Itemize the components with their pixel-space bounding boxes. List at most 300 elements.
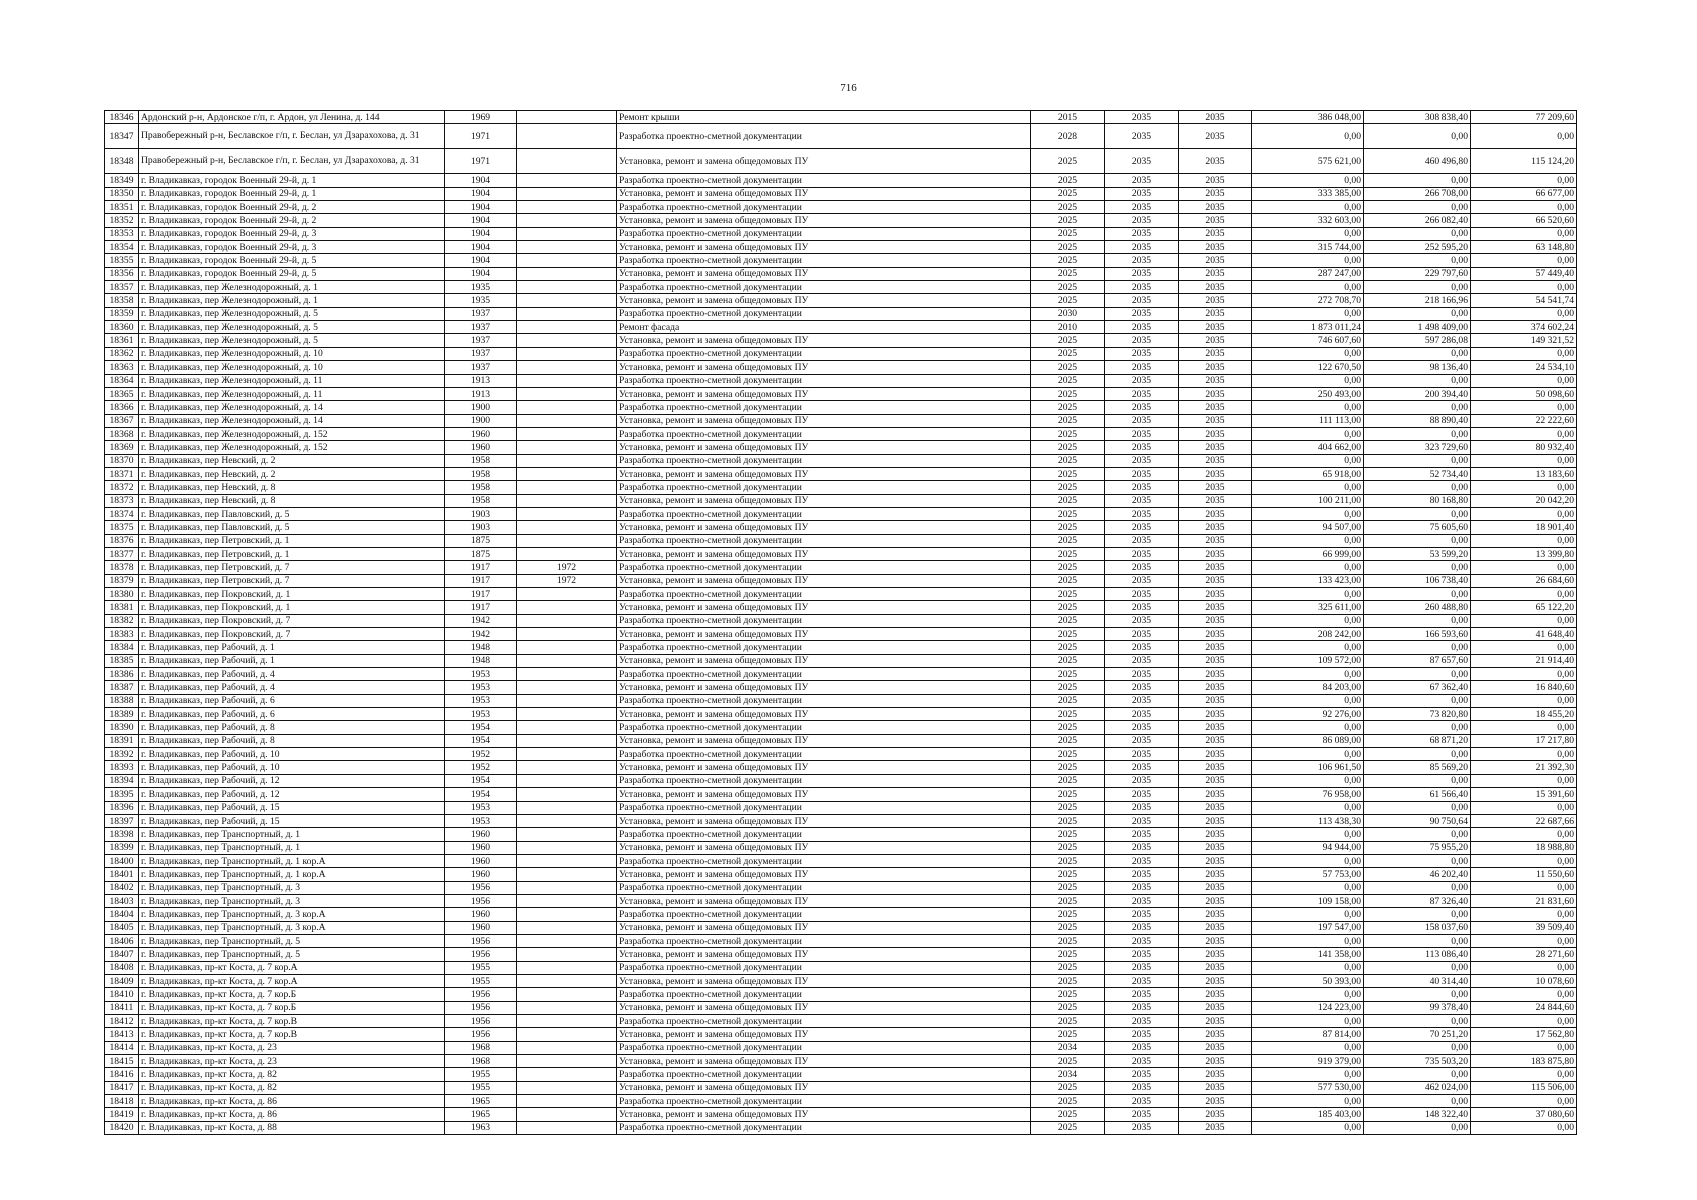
total-cost-cell: 386 048,00 <box>1252 111 1364 124</box>
fund-share-cell: 0,00 <box>1364 561 1471 574</box>
row-number: 18409 <box>105 974 139 987</box>
fund-share-cell: 52 734,40 <box>1364 467 1471 480</box>
table-row <box>105 361 1577 374</box>
address-cell: г. Владикавказ, пр-кт Коста, д. 82 <box>139 1081 445 1094</box>
planned-year-cell: 2025 <box>1031 734 1105 747</box>
address-cell: г. Владикавказ, городок Военный 29-й, д. 2 <box>139 201 445 214</box>
owner-share-cell: 0,00 <box>1471 254 1577 267</box>
work-type-cell: Разработка проектно-сметной документации <box>617 881 1031 894</box>
fund-share-cell: 0,00 <box>1364 281 1471 294</box>
start-year-cell: 2035 <box>1105 761 1179 774</box>
total-cost-cell: 0,00 <box>1252 801 1364 814</box>
end-year-cell: 2035 <box>1179 1015 1252 1028</box>
work-type-cell: Разработка проектно-сметной документации <box>617 227 1031 240</box>
row-number: 18352 <box>105 214 139 227</box>
work-type-cell: Установка, ремонт и замена общедомовых ПУ <box>617 521 1031 534</box>
work-type-cell: Ремонт фасада <box>617 321 1031 334</box>
start-year-cell: 2035 <box>1105 307 1179 320</box>
owner-share-cell: 0,00 <box>1471 427 1577 440</box>
planned-year-cell: 2025 <box>1031 187 1105 200</box>
row-number: 18400 <box>105 854 139 867</box>
reconstruction-year-cell <box>517 681 617 694</box>
owner-share-cell: 0,00 <box>1471 934 1577 947</box>
work-type-cell: Установка, ремонт и замена общедомовых ПУ <box>617 1001 1031 1014</box>
end-year-cell: 2035 <box>1179 254 1252 267</box>
row-number: 18380 <box>105 588 139 601</box>
row-number: 18386 <box>105 668 139 681</box>
start-year-cell: 2035 <box>1105 574 1179 587</box>
owner-share-cell: 54 541,74 <box>1471 294 1577 307</box>
owner-share-cell: 374 602,24 <box>1471 321 1577 334</box>
build-year-cell: 1903 <box>445 521 517 534</box>
owner-share-cell: 77 209,60 <box>1471 111 1577 124</box>
owner-share-cell: 0,00 <box>1471 481 1577 494</box>
start-year-cell: 2035 <box>1105 347 1179 360</box>
end-year-cell: 2035 <box>1179 681 1252 694</box>
row-number: 18355 <box>105 254 139 267</box>
work-type-cell: Установка, ремонт и замена общедомовых ПУ <box>617 814 1031 827</box>
reconstruction-year-cell <box>517 267 617 280</box>
reconstruction-year-cell <box>517 361 617 374</box>
work-type-cell: Установка, ремонт и замена общедомовых ПУ <box>617 1108 1031 1121</box>
table-row <box>105 628 1577 641</box>
work-type-cell: Установка, ремонт и замена общедомовых ПУ <box>617 868 1031 881</box>
row-number: 18399 <box>105 841 139 854</box>
row-number: 18406 <box>105 934 139 947</box>
build-year-cell: 1968 <box>445 1055 517 1068</box>
end-year-cell: 2035 <box>1179 321 1252 334</box>
work-type-cell: Установка, ремонт и замена общедомовых ПУ <box>617 761 1031 774</box>
planned-year-cell: 2025 <box>1031 401 1105 414</box>
fund-share-cell: 0,00 <box>1364 1121 1471 1134</box>
address-cell: г. Владикавказ, пер Железнодорожный, д. 11 <box>139 374 445 387</box>
fund-share-cell: 229 797,60 <box>1364 267 1471 280</box>
total-cost-cell: 124 223,00 <box>1252 1001 1364 1014</box>
owner-share-cell: 28 271,60 <box>1471 948 1577 961</box>
total-cost-cell: 197 547,00 <box>1252 921 1364 934</box>
table-row <box>105 854 1577 867</box>
owner-share-cell: 66 677,00 <box>1471 187 1577 200</box>
row-number: 18366 <box>105 401 139 414</box>
build-year-cell: 1917 <box>445 588 517 601</box>
reconstruction-year-cell <box>517 961 617 974</box>
total-cost-cell: 100 211,00 <box>1252 494 1364 507</box>
row-number: 18413 <box>105 1028 139 1041</box>
end-year-cell: 2035 <box>1179 441 1252 454</box>
row-number: 18419 <box>105 1108 139 1121</box>
table-row <box>105 294 1577 307</box>
end-year-cell: 2035 <box>1179 628 1252 641</box>
owner-share-cell: 18 988,80 <box>1471 841 1577 854</box>
table-row <box>105 654 1577 667</box>
address-cell: Правобережный р-н, Беславское г/п, г. Беслан, ул Дзарахохова, д. 31 <box>139 124 445 149</box>
row-number: 18346 <box>105 111 139 124</box>
work-type-cell: Разработка проектно-сметной документации <box>617 934 1031 947</box>
planned-year-cell: 2025 <box>1031 441 1105 454</box>
end-year-cell: 2035 <box>1179 894 1252 907</box>
work-type-cell: Разработка проектно-сметной документации <box>617 454 1031 467</box>
reconstruction-year-cell <box>517 748 617 761</box>
fund-share-cell: 735 503,20 <box>1364 1055 1471 1068</box>
planned-year-cell: 2025 <box>1031 801 1105 814</box>
owner-share-cell: 65 122,20 <box>1471 601 1577 614</box>
planned-year-cell: 2025 <box>1031 414 1105 427</box>
row-number: 18385 <box>105 654 139 667</box>
fund-share-cell: 70 251,20 <box>1364 1028 1471 1041</box>
work-type-cell: Разработка проектно-сметной документации <box>617 961 1031 974</box>
start-year-cell: 2035 <box>1105 854 1179 867</box>
work-type-cell: Установка, ремонт и замена общедомовых ПУ <box>617 1055 1031 1068</box>
row-number: 18411 <box>105 1001 139 1014</box>
total-cost-cell: 332 603,00 <box>1252 214 1364 227</box>
row-number: 18377 <box>105 547 139 560</box>
table-row <box>105 1121 1577 1134</box>
table-row <box>105 174 1577 187</box>
end-year-cell: 2035 <box>1179 854 1252 867</box>
start-year-cell: 2035 <box>1105 961 1179 974</box>
start-year-cell: 2035 <box>1105 1121 1179 1134</box>
reconstruction-year-cell <box>517 174 617 187</box>
address-cell: г. Владикавказ, пер Петровский, д. 1 <box>139 534 445 547</box>
table-row <box>105 814 1577 827</box>
build-year-cell: 1963 <box>445 1121 517 1134</box>
owner-share-cell: 0,00 <box>1471 454 1577 467</box>
owner-share-cell: 37 080,60 <box>1471 1108 1577 1121</box>
start-year-cell: 2035 <box>1105 588 1179 601</box>
row-number: 18361 <box>105 334 139 347</box>
address-cell: г. Владикавказ, пер Железнодорожный, д. 5 <box>139 307 445 320</box>
table-row <box>105 1095 1577 1108</box>
owner-share-cell: 0,00 <box>1471 694 1577 707</box>
start-year-cell: 2035 <box>1105 1081 1179 1094</box>
address-cell: г. Владикавказ, пер Транспортный, д. 3 <box>139 894 445 907</box>
table-row <box>105 1041 1577 1054</box>
build-year-cell: 1965 <box>445 1108 517 1121</box>
address-cell: г. Владикавказ, пер Петровский, д. 1 <box>139 547 445 560</box>
fund-share-cell: 46 202,40 <box>1364 868 1471 881</box>
work-type-cell: Разработка проектно-сметной документации <box>617 854 1031 867</box>
reconstruction-year-cell: 1972 <box>517 574 617 587</box>
fund-share-cell: 0,00 <box>1364 614 1471 627</box>
row-number: 18415 <box>105 1055 139 1068</box>
address-cell: г. Владикавказ, пер Железнодорожный, д. 14 <box>139 414 445 427</box>
start-year-cell: 2035 <box>1105 668 1179 681</box>
table-row <box>105 881 1577 894</box>
planned-year-cell: 2025 <box>1031 534 1105 547</box>
table-row <box>105 1001 1577 1014</box>
build-year-cell: 1971 <box>445 149 517 174</box>
work-type-cell: Разработка проектно-сметной документации <box>617 307 1031 320</box>
build-year-cell: 1935 <box>445 281 517 294</box>
planned-year-cell: 2025 <box>1031 761 1105 774</box>
fund-share-cell: 0,00 <box>1364 454 1471 467</box>
owner-share-cell: 0,00 <box>1471 961 1577 974</box>
table-row <box>105 227 1577 240</box>
address-cell: г. Владикавказ, городок Военный 29-й, д. 5 <box>139 267 445 280</box>
address-cell: г. Владикавказ, пр-кт Коста, д. 82 <box>139 1068 445 1081</box>
end-year-cell: 2035 <box>1179 961 1252 974</box>
fund-share-cell: 0,00 <box>1364 427 1471 440</box>
total-cost-cell: 0,00 <box>1252 507 1364 520</box>
owner-share-cell: 80 932,40 <box>1471 441 1577 454</box>
fund-share-cell: 53 599,20 <box>1364 547 1471 560</box>
build-year-cell: 1937 <box>445 321 517 334</box>
planned-year-cell: 2025 <box>1031 721 1105 734</box>
reconstruction-year-cell: 1972 <box>517 561 617 574</box>
planned-year-cell: 2015 <box>1031 111 1105 124</box>
address-cell: г. Владикавказ, городок Военный 29-й, д. 5 <box>139 254 445 267</box>
fund-share-cell: 0,00 <box>1364 881 1471 894</box>
fund-share-cell: 0,00 <box>1364 641 1471 654</box>
owner-share-cell: 115 506,00 <box>1471 1081 1577 1094</box>
table-row <box>105 588 1577 601</box>
fund-share-cell: 266 708,00 <box>1364 187 1471 200</box>
total-cost-cell: 185 403,00 <box>1252 1108 1364 1121</box>
reconstruction-year-cell <box>517 854 617 867</box>
end-year-cell: 2035 <box>1179 748 1252 761</box>
owner-share-cell: 0,00 <box>1471 1095 1577 1108</box>
work-type-cell: Установка, ремонт и замена общедомовых ПУ <box>617 214 1031 227</box>
work-type-cell: Разработка проектно-сметной документации <box>617 1015 1031 1028</box>
row-number: 18393 <box>105 761 139 774</box>
planned-year-cell: 2025 <box>1031 1028 1105 1041</box>
owner-share-cell: 0,00 <box>1471 721 1577 734</box>
table-row <box>105 934 1577 947</box>
work-type-cell: Разработка проектно-сметной документации <box>617 641 1031 654</box>
work-type-cell: Разработка проектно-сметной документации <box>617 281 1031 294</box>
address-cell: г. Владикавказ, пр-кт Коста, д. 7 кор.Б <box>139 1001 445 1014</box>
start-year-cell: 2035 <box>1105 361 1179 374</box>
reconstruction-year-cell <box>517 124 617 149</box>
end-year-cell: 2035 <box>1179 267 1252 280</box>
fund-share-cell: 80 168,80 <box>1364 494 1471 507</box>
reconstruction-year-cell <box>517 721 617 734</box>
end-year-cell: 2035 <box>1179 1068 1252 1081</box>
address-cell: Правобережный р-н, Беславское г/п, г. Беслан, ул Дзарахохова, д. 31 <box>139 149 445 174</box>
table-row <box>105 1055 1577 1068</box>
table-row <box>105 454 1577 467</box>
planned-year-cell: 2025 <box>1031 1001 1105 1014</box>
reconstruction-year-cell <box>517 321 617 334</box>
planned-year-cell: 2025 <box>1031 948 1105 961</box>
page-number: 716 <box>840 82 857 94</box>
planned-year-cell: 2025 <box>1031 774 1105 787</box>
reconstruction-year-cell <box>517 374 617 387</box>
total-cost-cell: 0,00 <box>1252 748 1364 761</box>
fund-share-cell: 158 037,60 <box>1364 921 1471 934</box>
fund-share-cell: 67 362,40 <box>1364 681 1471 694</box>
end-year-cell: 2035 <box>1179 574 1252 587</box>
planned-year-cell: 2025 <box>1031 494 1105 507</box>
start-year-cell: 2035 <box>1105 694 1179 707</box>
table-row <box>105 1028 1577 1041</box>
fund-share-cell: 0,00 <box>1364 988 1471 1001</box>
end-year-cell: 2035 <box>1179 454 1252 467</box>
owner-share-cell: 0,00 <box>1471 614 1577 627</box>
reconstruction-year-cell <box>517 694 617 707</box>
total-cost-cell: 94 944,00 <box>1252 841 1364 854</box>
build-year-cell: 1948 <box>445 654 517 667</box>
fund-share-cell: 0,00 <box>1364 374 1471 387</box>
work-type-cell: Установка, ремонт и замена общедомовых ПУ <box>617 734 1031 747</box>
work-type-cell: Разработка проектно-сметной документации <box>617 374 1031 387</box>
build-year-cell: 1960 <box>445 908 517 921</box>
start-year-cell: 2035 <box>1105 654 1179 667</box>
owner-share-cell: 0,00 <box>1471 748 1577 761</box>
build-year-cell: 1956 <box>445 894 517 907</box>
end-year-cell: 2035 <box>1179 387 1252 400</box>
address-cell: г. Владикавказ, пер Транспортный, д. 3 <box>139 881 445 894</box>
work-type-cell: Разработка проектно-сметной документации <box>617 774 1031 787</box>
work-type-cell: Разработка проектно-сметной документации <box>617 401 1031 414</box>
table-row <box>105 149 1577 174</box>
reconstruction-year-cell <box>517 868 617 881</box>
owner-share-cell: 15 391,60 <box>1471 788 1577 801</box>
start-year-cell: 2035 <box>1105 214 1179 227</box>
table-row <box>105 321 1577 334</box>
end-year-cell: 2035 <box>1179 494 1252 507</box>
planned-year-cell: 2025 <box>1031 547 1105 560</box>
row-number: 18408 <box>105 961 139 974</box>
reconstruction-year-cell <box>517 921 617 934</box>
work-type-cell: Установка, ремонт и замена общедомовых ПУ <box>617 788 1031 801</box>
build-year-cell: 1904 <box>445 254 517 267</box>
build-year-cell: 1971 <box>445 124 517 149</box>
start-year-cell: 2035 <box>1105 708 1179 721</box>
end-year-cell: 2035 <box>1179 507 1252 520</box>
row-number: 18394 <box>105 774 139 787</box>
reconstruction-year-cell <box>517 708 617 721</box>
total-cost-cell: 0,00 <box>1252 427 1364 440</box>
end-year-cell: 2035 <box>1179 641 1252 654</box>
planned-year-cell: 2025 <box>1031 374 1105 387</box>
table-row <box>105 961 1577 974</box>
address-cell: г. Владикавказ, пер Павловский, д. 5 <box>139 507 445 520</box>
start-year-cell: 2035 <box>1105 1001 1179 1014</box>
owner-share-cell: 10 078,60 <box>1471 974 1577 987</box>
build-year-cell: 1937 <box>445 347 517 360</box>
address-cell: г. Владикавказ, пер Железнодорожный, д. 5 <box>139 334 445 347</box>
end-year-cell: 2035 <box>1179 1121 1252 1134</box>
row-number: 18382 <box>105 614 139 627</box>
owner-share-cell: 0,00 <box>1471 201 1577 214</box>
planned-year-cell: 2025 <box>1031 267 1105 280</box>
work-type-cell: Разработка проектно-сметной документации <box>617 1095 1031 1108</box>
build-year-cell: 1942 <box>445 614 517 627</box>
build-year-cell: 1903 <box>445 507 517 520</box>
build-year-cell: 1960 <box>445 921 517 934</box>
planned-year-cell: 2025 <box>1031 1015 1105 1028</box>
table-row <box>105 1015 1577 1028</box>
fund-share-cell: 260 488,80 <box>1364 601 1471 614</box>
owner-share-cell: 0,00 <box>1471 281 1577 294</box>
address-cell: г. Владикавказ, пр-кт Коста, д. 23 <box>139 1041 445 1054</box>
total-cost-cell: 84 203,00 <box>1252 681 1364 694</box>
fund-share-cell: 0,00 <box>1364 934 1471 947</box>
reconstruction-year-cell <box>517 149 617 174</box>
owner-share-cell: 149 321,52 <box>1471 334 1577 347</box>
address-cell: г. Владикавказ, пер Покровский, д. 7 <box>139 614 445 627</box>
start-year-cell: 2035 <box>1105 828 1179 841</box>
work-type-cell: Разработка проектно-сметной документации <box>617 988 1031 1001</box>
end-year-cell: 2035 <box>1179 281 1252 294</box>
build-year-cell: 1904 <box>445 174 517 187</box>
reconstruction-year-cell <box>517 521 617 534</box>
total-cost-cell: 0,00 <box>1252 1041 1364 1054</box>
fund-share-cell: 0,00 <box>1364 174 1471 187</box>
planned-year-cell: 2025 <box>1031 708 1105 721</box>
planned-year-cell: 2025 <box>1031 588 1105 601</box>
reconstruction-year-cell <box>517 294 617 307</box>
end-year-cell: 2035 <box>1179 149 1252 174</box>
start-year-cell: 2035 <box>1105 1108 1179 1121</box>
row-number: 18379 <box>105 574 139 587</box>
total-cost-cell: 0,00 <box>1252 854 1364 867</box>
reconstruction-year-cell <box>517 948 617 961</box>
address-cell: г. Владикавказ, пер Рабочий, д. 6 <box>139 694 445 707</box>
total-cost-cell: 919 379,00 <box>1252 1055 1364 1068</box>
build-year-cell: 1917 <box>445 601 517 614</box>
fund-share-cell: 0,00 <box>1364 124 1471 149</box>
start-year-cell: 2035 <box>1105 734 1179 747</box>
fund-share-cell: 61 566,40 <box>1364 788 1471 801</box>
table-row <box>105 521 1577 534</box>
row-number: 18357 <box>105 281 139 294</box>
start-year-cell: 2035 <box>1105 534 1179 547</box>
start-year-cell: 2035 <box>1105 124 1179 149</box>
row-number: 18389 <box>105 708 139 721</box>
build-year-cell: 1953 <box>445 814 517 827</box>
owner-share-cell: 0,00 <box>1471 1041 1577 1054</box>
table-row <box>105 908 1577 921</box>
row-number: 18395 <box>105 788 139 801</box>
repair-schedule-table <box>104 110 1577 1135</box>
total-cost-cell: 0,00 <box>1252 1095 1364 1108</box>
reconstruction-year-cell <box>517 881 617 894</box>
total-cost-cell: 86 089,00 <box>1252 734 1364 747</box>
reconstruction-year-cell <box>517 894 617 907</box>
fund-share-cell: 0,00 <box>1364 668 1471 681</box>
fund-share-cell: 106 738,40 <box>1364 574 1471 587</box>
fund-share-cell: 0,00 <box>1364 201 1471 214</box>
row-number: 18388 <box>105 694 139 707</box>
address-cell: г. Владикавказ, пер Рабочий, д. 12 <box>139 788 445 801</box>
address-cell: г. Владикавказ, пер Покровский, д. 1 <box>139 601 445 614</box>
build-year-cell: 1955 <box>445 1068 517 1081</box>
reconstruction-year-cell <box>517 241 617 254</box>
reconstruction-year-cell <box>517 801 617 814</box>
owner-share-cell: 115 124,20 <box>1471 149 1577 174</box>
owner-share-cell: 0,00 <box>1471 588 1577 601</box>
row-number: 18347 <box>105 124 139 149</box>
fund-share-cell: 0,00 <box>1364 1068 1471 1081</box>
fund-share-cell: 87 657,60 <box>1364 654 1471 667</box>
row-number: 18354 <box>105 241 139 254</box>
table-row <box>105 387 1577 400</box>
build-year-cell: 1955 <box>445 1081 517 1094</box>
table-row <box>105 828 1577 841</box>
total-cost-cell: 250 493,00 <box>1252 387 1364 400</box>
fund-share-cell: 0,00 <box>1364 854 1471 867</box>
owner-share-cell: 183 875,80 <box>1471 1055 1577 1068</box>
owner-share-cell: 0,00 <box>1471 534 1577 547</box>
row-number: 18375 <box>105 521 139 534</box>
table-row <box>105 467 1577 480</box>
table-row <box>105 921 1577 934</box>
build-year-cell: 1904 <box>445 214 517 227</box>
end-year-cell: 2035 <box>1179 708 1252 721</box>
row-number: 18349 <box>105 174 139 187</box>
